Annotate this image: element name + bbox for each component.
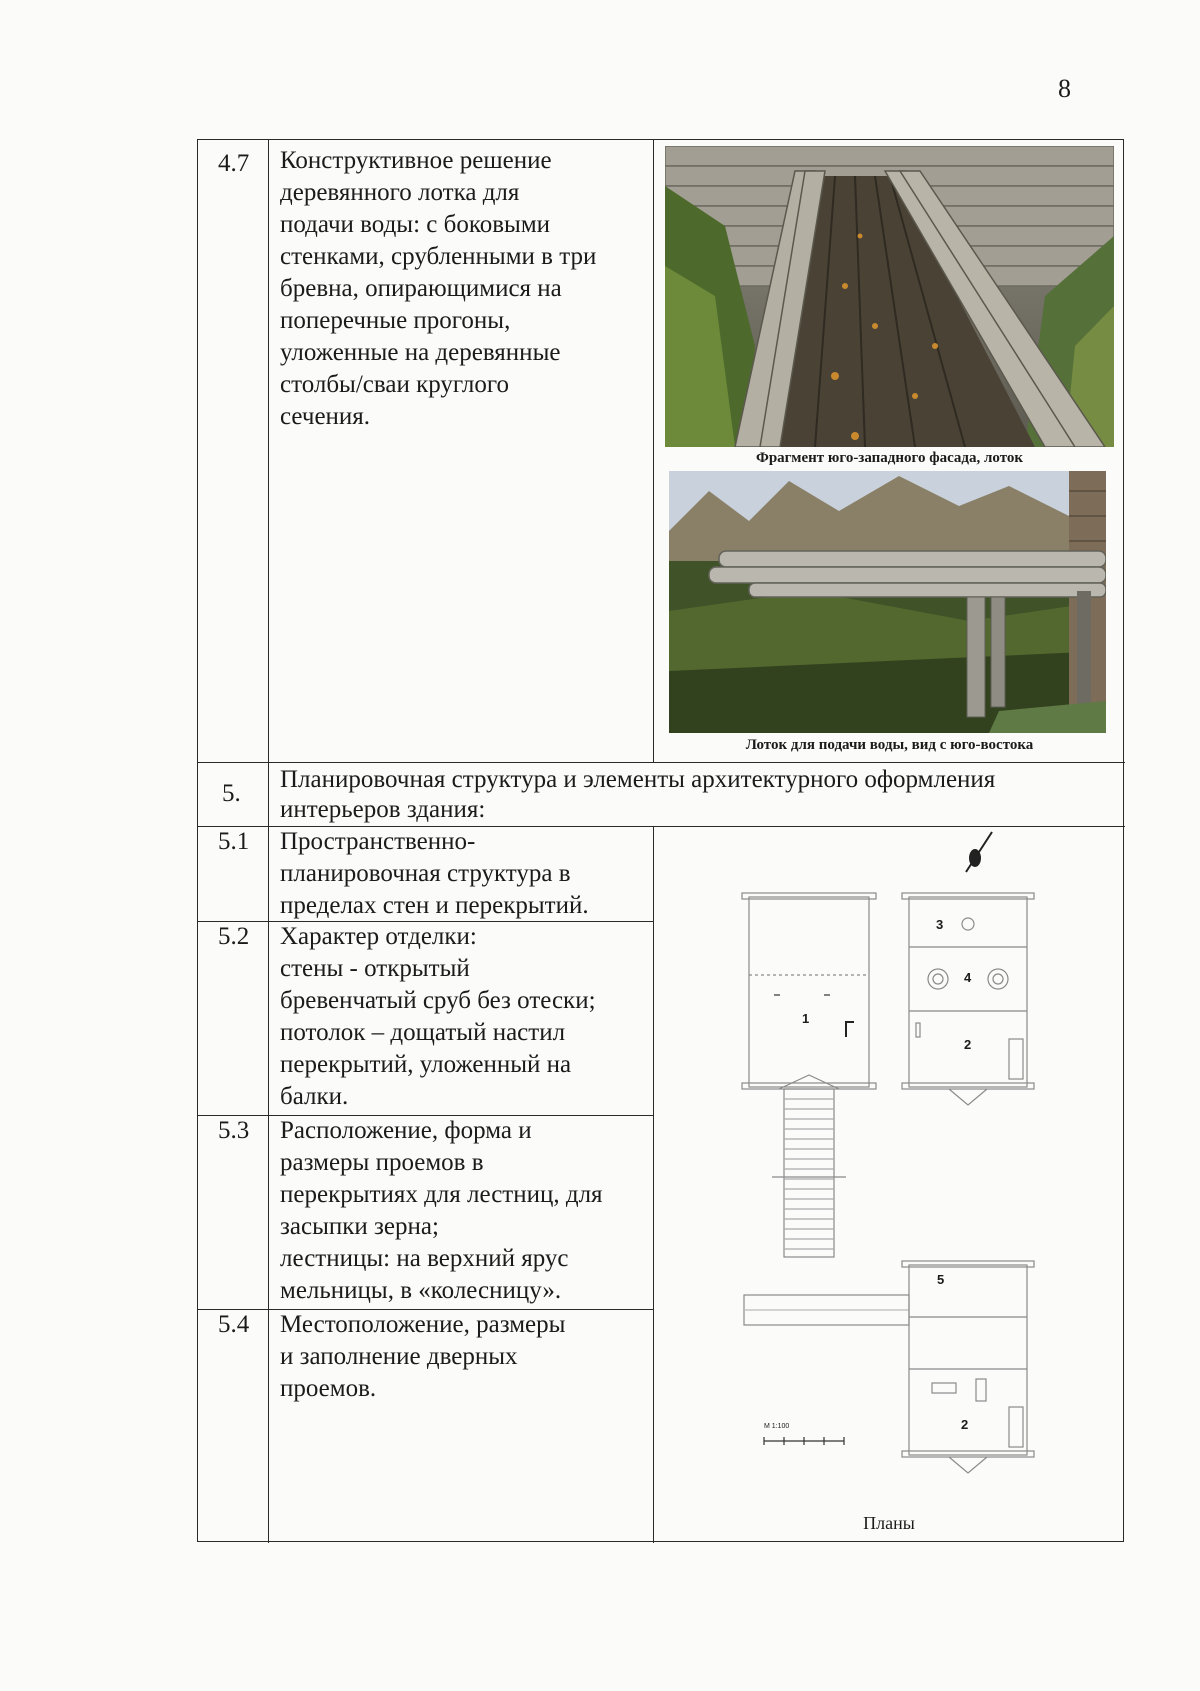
- document-table: [197, 139, 1124, 1542]
- room-label: 3: [936, 917, 944, 932]
- photo-caption: Лоток для подачи воды, вид с юго-востока: [745, 737, 1034, 753]
- row-text: Характер отделки: стены - открытый бревенчатый сруб без отески; потолок – дощатый настил перекрытий, уложенный на балки.: [280, 923, 596, 1110]
- room-label: 2: [964, 1037, 972, 1052]
- column-divider: [653, 140, 654, 762]
- row-text: Расположение, форма и размеры проемов в перекрытиях для лестниц, для засыпки зерна; лестницы: на верхний ярус мельницы, в «колесницу».: [280, 1117, 603, 1304]
- row-number: 5.4: [218, 1311, 250, 1338]
- row-text: Пространственно- планировочная структура в пределах стен и перекрытий.: [280, 828, 589, 919]
- column-divider: [268, 140, 269, 1543]
- row-number: 5.: [222, 780, 241, 807]
- room-label: 2: [961, 1417, 969, 1432]
- row-text: Конструктивное решение деревянного лотка для подачи воды: с боковыми стенками, срубленными в три бревна, опирающимися на поперечные прогоны, уложенные на деревянные столбы/сваи круглого сечения.: [280, 147, 597, 430]
- scale-label: М 1:100: [764, 1423, 790, 1430]
- page-number: 8: [1058, 74, 1071, 103]
- floor-plans: [654, 827, 1124, 1541]
- plan-lower-floor: [742, 893, 876, 1257]
- row-number: 5.1: [218, 828, 250, 855]
- row-text: Планировочная структура и элементы архитектурного оформления интерьеров здания:: [280, 766, 996, 823]
- scale-bar: [764, 1437, 844, 1445]
- row-number: 5.2: [218, 923, 250, 950]
- row-text: Местоположение, размеры и заполнение дверных проемов.: [280, 1311, 566, 1402]
- room-label: 1: [802, 1011, 810, 1026]
- north-arrow-icon: [966, 832, 992, 872]
- row-number: 5.3: [218, 1117, 250, 1144]
- photo-caption: Фрагмент юго-западного фасада, лоток: [755, 450, 1024, 466]
- room-label: 5: [937, 1272, 945, 1287]
- room-label: 4: [964, 970, 972, 985]
- plans-caption: Планы: [863, 1513, 915, 1533]
- row-divider: [198, 762, 1125, 763]
- photo-chute-side: [669, 471, 1106, 733]
- row-number: 4.7: [218, 150, 250, 177]
- photo-chute-top: [665, 146, 1114, 447]
- plan-upper-floor: [902, 893, 1034, 1105]
